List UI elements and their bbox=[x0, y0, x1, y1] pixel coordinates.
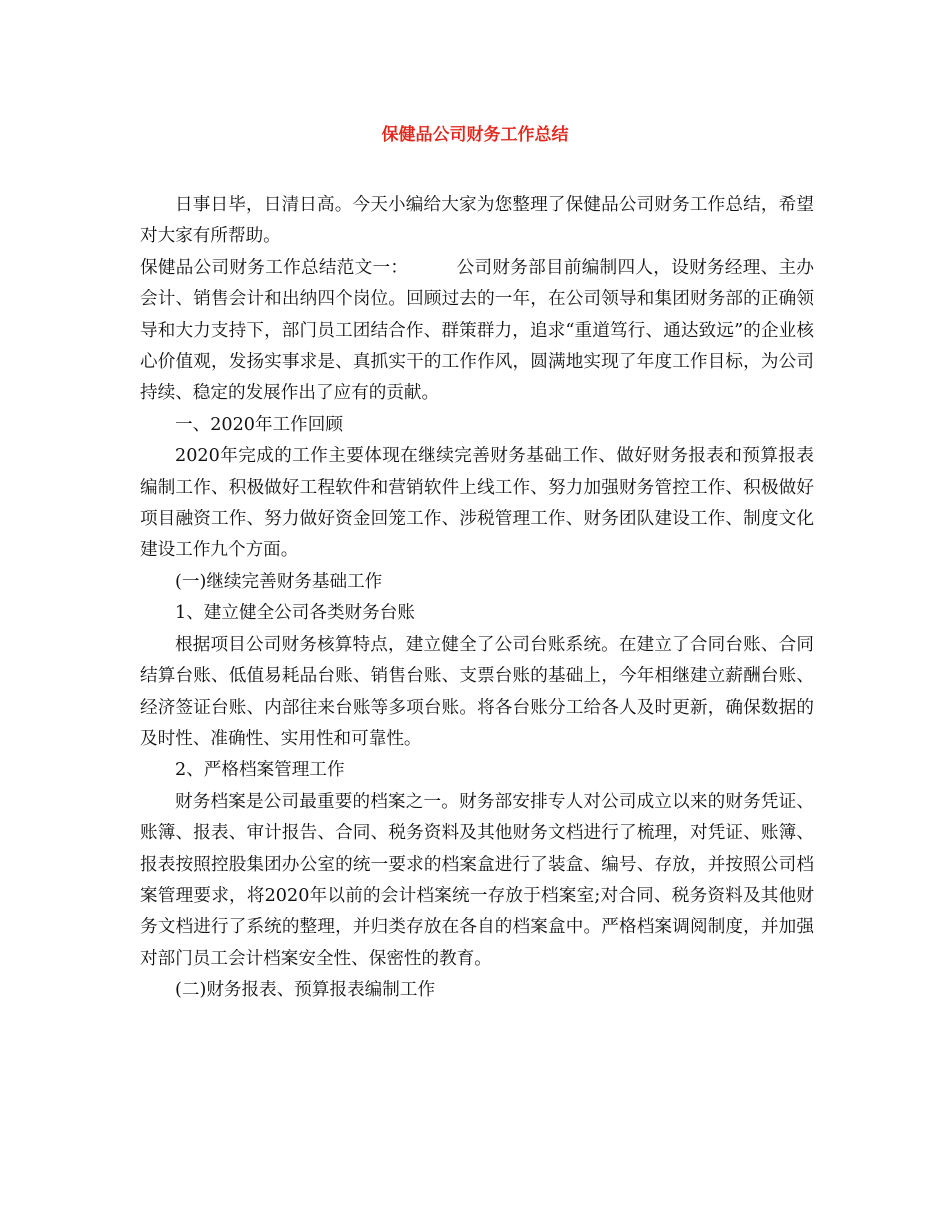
item-heading-ledgers: 1、建立健全公司各类财务台账 bbox=[175, 603, 415, 624]
ledgers-paragraph: 根据项目公司财务核算特点，建立健全了公司台账系统。在建立了合同台账、合同结算台账、低值易耗品台账、销售台账、支票台账的基础上，今年相继建立薪酬台账、经济签证台账、内部往来台账等多项台账。将各台账分工给各人及时更新，确保数据的及时性、准确性、实用性和可靠性。 bbox=[140, 634, 814, 749]
section-heading-review: 一、2020年工作回顾 bbox=[175, 414, 343, 435]
archives-paragraph: 财务档案是公司最重要的档案之一。财务部安排专人对公司成立以来的财务凭证、账簿、报表、审计报告、合同、税务资料及其他财务文档进行了梳理，对凭证、账簿、报表按照控股集团办公室的统一要求的档案盒进行了装盒、编号、存放，并按照公司档案管理要求，将2020年以前的会计档案统一存放于档案室;对合同、税务资料及其他财务文档进行了系统的整理，并归类存放在各自的档案盒中。严格档案调阅制度，并加强对部门员工会计档案安全性、保密性的教育。 bbox=[140, 791, 814, 969]
document-title: 保健品公司财务工作总结 bbox=[381, 125, 569, 145]
sample-label: 保健品公司财务工作总结范文一： bbox=[140, 257, 409, 278]
sub-heading-basics: (一)继续完善财务基础工作 bbox=[175, 571, 383, 592]
document-body bbox=[140, 190, 814, 1007]
sample-paragraph bbox=[140, 253, 814, 410]
review-paragraph: 2020年完成的工作主要体现在继续完善财务基础工作、做好财务报表和预算报表编制工作、积极做好工程软件和营销软件上线工作、努力加强财务管控工作、积极做好项目融资工作、努力做好资金回笼工作、涉税管理工作、财务团队建设工作、制度文化建设工作九个方面。 bbox=[140, 446, 814, 561]
item-heading-archives: 2、严格档案管理工作 bbox=[175, 760, 345, 781]
sample-text: 公司财务部目前编制四人，设财务经理、主办会计、销售会计和出纳四个岗位。回顾过去的一年，在公司领导和集团财务部的正确领导和大力支持下，部门员工团结合作、群策群力，追求“重道笃行、通达致远”的企业核心价值观，发扬实事求是、真抓实干的工作作风，圆满地实现了年度工作目标，为公司持续、稳定的发展作出了应有的贡献。 bbox=[140, 257, 814, 404]
sub-heading-reports: (二)财务报表、预算报表编制工作 bbox=[175, 980, 436, 1001]
intro-paragraph: 日事日毕，日清日高。今天小编给大家为您整理了保健品公司财务工作总结，希望对大家有所帮助。 bbox=[140, 195, 814, 247]
